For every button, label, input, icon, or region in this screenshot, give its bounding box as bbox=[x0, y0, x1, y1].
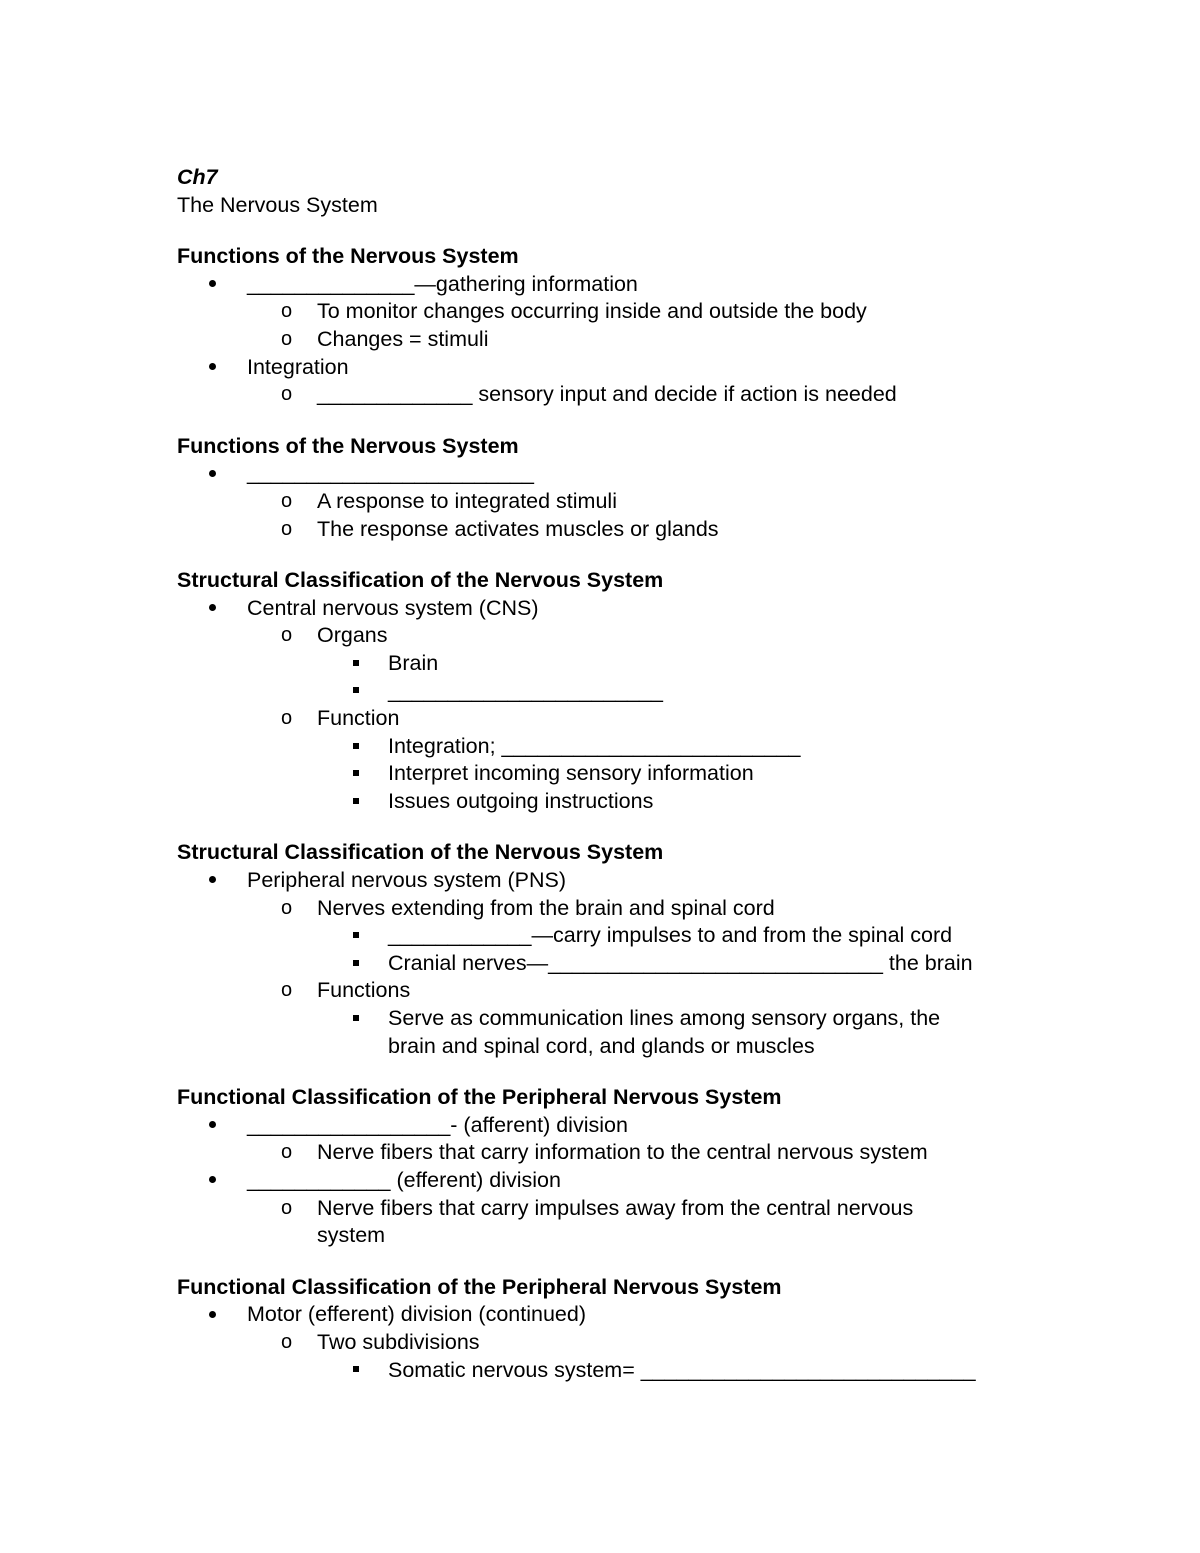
section-heading: Structural Classification of the Nervous System bbox=[177, 840, 664, 865]
list-item: _________________- (afferent) division bbox=[177, 1112, 1077, 1140]
list-item: _______________________ bbox=[177, 678, 1077, 706]
list-item: Brain bbox=[177, 650, 1077, 678]
list-item: Issues outgoing instructions bbox=[177, 788, 1077, 816]
list-item: o Nerve fibers that carry information to the central nervous system bbox=[177, 1139, 1077, 1167]
document-page bbox=[177, 164, 1077, 1384]
square-bullet-icon bbox=[353, 760, 359, 788]
list-item: o The response activates muscles or glands bbox=[177, 516, 1077, 544]
hollow-bullet-icon: o bbox=[281, 1330, 293, 1353]
hollow-bullet-icon: o bbox=[281, 327, 293, 350]
list-item: o A response to integrated stimuli bbox=[177, 488, 1077, 516]
list-item: Peripheral nervous system (PNS) bbox=[177, 867, 1077, 895]
list-item: o Organs bbox=[177, 622, 1077, 650]
list-item: o Two subdivisions bbox=[177, 1329, 1077, 1357]
hollow-bullet-icon: o bbox=[281, 300, 293, 323]
list-item: ______________—gathering information bbox=[177, 271, 1077, 299]
list-item: Integration bbox=[177, 354, 1077, 382]
square-bullet-icon bbox=[353, 678, 359, 706]
list-item: Cranial nerves—____________________________ the brain bbox=[177, 950, 1077, 978]
list-item: Interpret incoming sensory information bbox=[177, 760, 1077, 788]
section-heading: Functions of the Nervous System bbox=[177, 244, 519, 269]
list-item: Motor (efferent) division (continued) bbox=[177, 1301, 1077, 1329]
list-item-continuation: brain and spinal cord, and glands or muscles bbox=[388, 1033, 815, 1058]
square-bullet-icon bbox=[353, 650, 359, 678]
list-item: o Nerve fibers that carry impulses away from the central nervous bbox=[177, 1195, 1077, 1223]
hollow-bullet-icon: o bbox=[281, 1141, 293, 1164]
section-heading: Structural Classification of the Nervous System bbox=[177, 568, 664, 593]
bullet-icon bbox=[209, 1112, 216, 1140]
hollow-bullet-icon: o bbox=[281, 707, 293, 730]
bullet-icon bbox=[209, 867, 216, 895]
list-item: o Functions bbox=[177, 977, 1077, 1005]
bullet-icon bbox=[209, 595, 216, 623]
section-heading: Functions of the Nervous System bbox=[177, 433, 519, 458]
list-item: ____________ (efferent) division bbox=[177, 1167, 1077, 1195]
list-item: Serve as communication lines among sensory organs, the bbox=[177, 1005, 1077, 1033]
bullet-icon bbox=[209, 271, 216, 299]
bullet-icon bbox=[209, 1301, 216, 1329]
section-heading: Functional Classification of the Peripheral Nervous System bbox=[177, 1085, 782, 1110]
list-item: ____________—carry impulses to and from the spinal cord bbox=[177, 922, 1077, 950]
square-bullet-icon bbox=[353, 788, 359, 816]
section-heading: Functional Classification of the Peripheral Nervous System bbox=[177, 1274, 782, 1299]
list-item: o Function bbox=[177, 705, 1077, 733]
hollow-bullet-icon: o bbox=[281, 624, 293, 647]
bullet-icon bbox=[209, 354, 216, 382]
list-item: Somatic nervous system= ____________________________ bbox=[177, 1357, 1077, 1385]
square-bullet-icon bbox=[353, 922, 359, 950]
list-item: o Nerves extending from the brain and spinal cord bbox=[177, 895, 1077, 923]
list-item: Integration; _________________________ bbox=[177, 733, 1077, 761]
hollow-bullet-icon: o bbox=[281, 896, 293, 919]
list-item: o Changes = stimuli bbox=[177, 326, 1077, 354]
square-bullet-icon bbox=[353, 1005, 359, 1033]
list-item: Central nervous system (CNS) bbox=[177, 595, 1077, 623]
list-item: o To monitor changes occurring inside and outside the body bbox=[177, 298, 1077, 326]
square-bullet-icon bbox=[353, 1357, 359, 1385]
hollow-bullet-icon: o bbox=[281, 979, 293, 1002]
hollow-bullet-icon: o bbox=[281, 1196, 293, 1219]
square-bullet-icon bbox=[353, 733, 359, 761]
hollow-bullet-icon: o bbox=[281, 517, 293, 540]
document-subtitle: The Nervous System bbox=[177, 192, 378, 217]
hollow-bullet-icon: o bbox=[281, 383, 293, 406]
list-item: o _____________ sensory input and decide if action is needed bbox=[177, 381, 1077, 409]
list-item-continuation: system bbox=[317, 1223, 386, 1248]
bullet-icon bbox=[209, 1167, 216, 1195]
bullet-icon bbox=[209, 460, 216, 488]
square-bullet-icon bbox=[353, 950, 359, 978]
chapter-label: Ch7 bbox=[177, 165, 218, 189]
list-item: ________________________ bbox=[177, 460, 1077, 488]
hollow-bullet-icon: o bbox=[281, 489, 293, 512]
